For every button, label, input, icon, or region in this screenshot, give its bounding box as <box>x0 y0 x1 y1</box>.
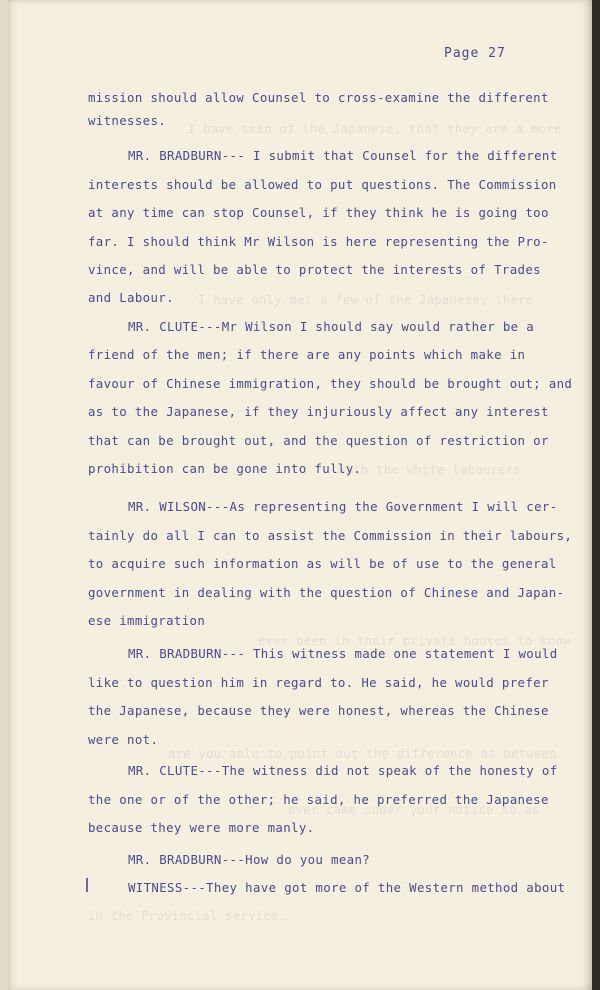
text-line: like to question him in regard to. He said, he would prefer <box>88 675 549 690</box>
text-line: as to the Japanese, if they injuriously affect any interest <box>88 404 549 419</box>
text-line: were not. <box>88 732 159 747</box>
text-line: far. I should think Mr Wilson is here representing the Pro- <box>88 234 549 249</box>
text-line: MR. CLUTE---The witness did not speak of the honesty of <box>128 763 558 778</box>
text-line: WITNESS---They have got more of the Western method about <box>128 880 566 895</box>
text-line: government in dealing with the question of Chinese and Japan- <box>88 585 565 600</box>
text-line: MR. BRADBURN--- I submit that Counsel for the different <box>128 148 558 163</box>
text-line: the one or of the other; he said, he preferred the Japanese <box>88 792 549 807</box>
text-line: tainly do all I can to assist the Commission in their labours, <box>88 528 573 543</box>
text-line: favour of Chinese immigration, they should be brought out; and <box>88 376 573 391</box>
text-line: MR. WILSON---As representing the Government I will cer- <box>128 499 558 514</box>
text-line: MR. BRADBURN---How do you mean? <box>128 852 371 867</box>
show-through-text: with the white labourers <box>338 463 521 477</box>
text-line: and Labour. <box>88 290 174 305</box>
text-line: because they were more manly. <box>88 820 315 835</box>
show-through-text: ever came under your notice so as <box>288 803 540 817</box>
text-line: the Japanese, because they were honest, whereas the Chinese <box>88 703 549 718</box>
text-line: MR. BRADBURN--- This witness made one statement I would <box>128 646 558 661</box>
show-through-text: are you able to point out the difference as between <box>168 747 557 761</box>
show-through-text: I have only met a few of the Japanese; there <box>198 293 534 307</box>
text-line: mission should allow Counsel to cross-examine the different <box>88 90 549 105</box>
text-line: witnesses. <box>88 113 167 128</box>
scan-left-edge <box>0 0 8 990</box>
text-line: to acquire such information as will be of use to the general <box>88 556 557 571</box>
text-line: friend of the men; if there are any points which make in <box>88 347 526 362</box>
text-line: ese immigration <box>88 613 206 628</box>
show-through-text: I have seen of the Japanese, that they are a more <box>188 122 562 136</box>
scan-right-edge <box>592 0 600 990</box>
text-line: MR. CLUTE---Mr Wilson I should say would rather be a <box>128 319 535 334</box>
text-line: vince, and will be able to protect the interests of Trades <box>88 262 541 277</box>
text-line: that can be brought out, and the question of restriction or <box>88 433 549 448</box>
show-through-text: ever been in their private houses to know <box>258 634 571 648</box>
text-line: prohibition can be gone into fully. <box>88 461 362 476</box>
page-number: Page 27 <box>444 46 506 61</box>
text-line: at any time can stop Counsel, if they think he is going too <box>88 205 549 220</box>
text-line: interests should be allowed to put questions. The Commission <box>88 177 557 192</box>
typewritten-page <box>8 0 592 990</box>
margin-mark <box>86 878 88 892</box>
show-through-text: in the Provincial service. <box>88 909 287 923</box>
